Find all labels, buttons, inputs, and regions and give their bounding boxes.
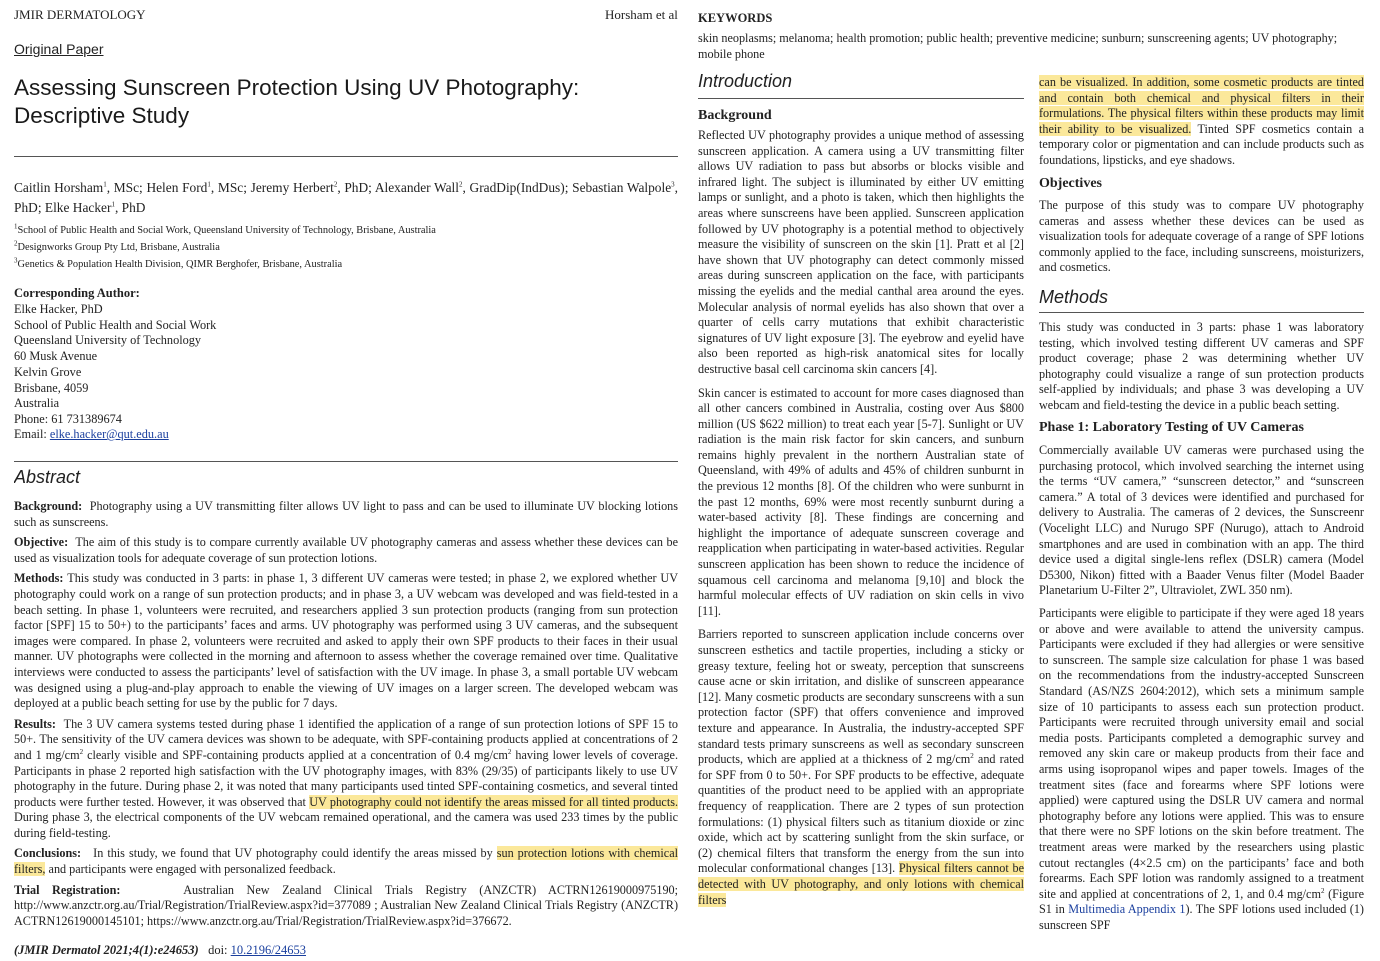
article-title: Assessing Sunscreen Protection Using UV Photography: Descriptive Study (14, 75, 580, 128)
conclusions-highlight: sun protection lotions with chemical filters, (14, 846, 678, 877)
background-text: Photography using a UV transmitting filter allows UV light to pass and can be used to illuminate UV blocking lotions such as sunscreens. (14, 499, 679, 529)
email-link[interactable]: elke.hacker@qut.edu.au (49, 427, 169, 441)
abstract-trial (14, 883, 678, 930)
methods-p2: Commercially available UV cameras were purchased using the purchasing protocol, which involved searching the internet using the terms “UV camera,” “sunscreen detector,” and “sunscreen camera.” A total of 3 devices were identified and purchased for delivery to Australia. The cameras of 2 devices, the Sunscreenr (Vocelight LLC) and Nurugo SPF (Nurugo), attach to Android smartphones and are used in combination with an app. The third device used a digital single-lens reflex (DSLR) camera (Model D5300, Nikon) fitted with a Baader Venus filter (Model Baader Planetarium U-Filter 2”, Ultraviolet, ZWL 350 nm). (1039, 443, 1364, 598)
journal-header: JMIR DERMATOLOGY (14, 7, 146, 22)
author-degree: , MSc; (210, 180, 251, 195)
methods-p3-c: ). The SPF lotions used included (1) sunscreen SPF (1039, 902, 1364, 932)
results-sup-1: 2 (79, 747, 84, 756)
abstract-methods (14, 571, 678, 711)
affiliations (14, 222, 678, 273)
running-authors: Horsham et al (605, 7, 678, 22)
affiliation-1 (14, 222, 678, 239)
author-name: Jeremy Herbert (250, 180, 334, 195)
methods-divider (1039, 312, 1364, 313)
article-type: Original Paper (14, 41, 104, 57)
address-line: Elke Hacker, PhD (14, 302, 103, 316)
results-text-a: The 3 UV camera systems tested during phase 1 identified the application of a range of sun protection lotions of SPF 15 to 50+. The sensitivity of the UV camera devices was shown to be adequate, with SPF-containing products applied at concentrations of 2 and 1 mg/cm (14, 716, 679, 762)
author-name: Sebastian Walpole (572, 180, 672, 195)
conclusions-text-a: In this study, we found that UV photography could identify the areas missed by (93, 846, 497, 861)
intro-heading: Introduction (698, 71, 793, 91)
intro-p4 (1039, 75, 1364, 169)
author-degree: , PhD; (337, 180, 375, 195)
author-affil-number: 2 (459, 180, 463, 189)
intro-p2: Skin cancer is estimated to account for more cases diagnosed than all other cancers combined in Australia, costing over Aus $800 million (US $622 million) to treat each year [5-7]. Sunlight or UV radiation is the main risk factor for skin cancers, and sunburn remains highly prevalent in the northern Australian state of Queensland, with 49% of adults and 45% of children sunburnt in the previous 12 months [8]. Of the children who were sunburnt in the past 12 months, 69% were most recently sunburnt during a water-based activity [8]. These findings are concerning and highlight the importance of adequate sunscreen coverage and reapplication when participating in water-based activities. Regular sunscreen application has been shown to reduce the incidence of squamous cell carcinoma and melanoma [9,10] and block the harmful molecular effects of UV radiation on skin cells in vivo [11]. (698, 385, 1024, 618)
objectives-heading: Objectives (1039, 176, 1102, 191)
abstract-heading: Abstract (14, 467, 81, 487)
citation-line (14, 943, 306, 958)
intro-p4-b: Tinted SPF cosmetics contain a temporary color or pigmentation and can include products such as foundations, lipsticks, and eye shadows. (1039, 121, 1364, 167)
author-affil-number: 1 (103, 180, 107, 189)
email-label: Email: (14, 427, 50, 441)
citation: (JMIR Dermatol 2021;4(1):e24653) (14, 943, 199, 957)
results-text-b: clearly visible and SPF-containing products applied at a concentration of 0.4 mg/cm (83, 747, 508, 762)
author-2 (251, 180, 375, 195)
keywords-text: skin neoplasms; melanoma; health promotion; public health; preventive medicine; sunburn; sunscreening agents; UV photography; mobile phone (698, 31, 1338, 61)
title-divider (14, 156, 678, 157)
intro-p3-b: and rated for SPF from 0 to 50+. For SPF products to be effective, adequate quantities of the product need to be applied with an appropriate frequency of reapplication. There are 2 types of sun protection formulations: (1) physical filters such as titanium dioxide or zinc oxide, which act by scattering sunlight from the skin surface, or (2) chemical filters that transform the energy from the sun into molecular conformational changes [13]. (698, 752, 1024, 876)
conclusions-label: Conclusions: (14, 846, 82, 861)
author-name: Helen Ford (146, 180, 208, 195)
intro-p3-a: Barriers reported to sunscreen application include concerns over sunscreen esthetics and tactile properties, including a sticky or greasy texture, feeling hot or sweaty, perception that sunscreens cause acne or skin irritation, and dislike of sunscreen appearance [12]. Many cosmetic products are secondary sunscreens with a sun protection factor (SPF) that offers convenience and improved texture and appearance. In Australia, the industry-accepted SPF standard tests primary sunscreens as well as secondary sunscreen products, which are applied at a thickness of 2 mg/cm (698, 627, 1024, 767)
affiliation-3 (14, 256, 678, 273)
phase1-heading: Phase 1: Laboratory Testing of UV Cameras (1039, 420, 1304, 435)
corresponding-label: Corresponding Author: (14, 286, 140, 300)
author-3 (375, 180, 572, 195)
trial-label: Trial Registration: (14, 882, 121, 897)
author-1 (146, 180, 250, 195)
address-line: Brisbane, 4059 (14, 380, 89, 395)
objectives-text: The purpose of this study was to compare UV photography cameras and assess whether these devices can be used as visualization tools for adequate coverage of a range of SPF lotions commonly applied to the face, including sunscreens, moisturizers, and cosmetics. (1039, 198, 1364, 275)
intro-p3-highlight: Physical filters cannot be detected with UV photography, and only lotions with chemical filters (698, 861, 1024, 907)
author-affil-number: 2 (333, 180, 338, 189)
address-line: Queensland University of Technology (14, 333, 202, 348)
intro-p3 (698, 627, 1024, 908)
intro-section (698, 71, 1024, 908)
background-heading: Background (698, 108, 772, 123)
corresponding-address (14, 302, 216, 428)
affiliation-number: 3 (14, 256, 18, 265)
methods-p3-b: (Figure S1 in (1039, 886, 1364, 917)
intro-p1: Reflected UV photography provides a unique method of assessing sunscreen application. A camera using a UV transmitting filter allows UV radiation to pass but absorbs or blocks visible and infrared light. The subject is illuminated by either UV emitting lamps or sunlight, and a photo is taken, which then highlights the areas where sunscreens have been applied. Sunscreen application followed by UV photography is a potential method to objectively measure the visibility of sunscreen on the skin [1]. Pratt et al [2] have shown that UV photography can detect commonly missed areas during sunscreen application on the face, with participants missing the eyelids and the medial canthal area around the eyes. Molecular analysis of normal eyelids has also shown that over a quarter of cells carry mutations that exhibit characteristic signatures of UV light exposure [3]. The eyebrow and eyelid have also been reported as high-risk anatomical sites for locally destructive basal cell carcinoma skin cancers [4]. (698, 128, 1024, 376)
right-column (1039, 0, 1364, 961)
abstract-body (14, 499, 678, 934)
results-sup-2: 2 (507, 747, 512, 756)
author-5 (45, 200, 146, 215)
address-line: School of Public Health and Social Work (14, 317, 217, 332)
intro-p4-highlight: can be visualized. In addition, some cosmetic products are tinted and contain both chemical and physical filters in their formulations. The physical filters within these products may limit their ability to be visualized. (1039, 75, 1364, 136)
methods-p1: This study was conducted in 3 parts: phase 1 was laboratory testing, which involved testing different UV cameras and SPF product coverage; phase 2 was determining whether UV photography could visualize a range of sun protection products self-applied by individuals; and phase 3 was developing a UV webcam and field-testing the device in a public beach setting. (1039, 320, 1364, 412)
abstract-objective (14, 535, 678, 566)
doi-link[interactable]: 10.2196/24653 (230, 943, 307, 957)
affiliation-text: Genetics & Population Health Division, QIMR Berghofer, Brisbane, Australia (17, 259, 343, 270)
results-highlight: UV photography could not identify the areas missed for all tinted products. (309, 794, 679, 809)
conclusions-text-b: and participants were engaged with personalized feedback. (45, 862, 336, 877)
author-affil-number: 3 (671, 180, 675, 189)
left-column (14, 0, 679, 961)
methods-text: This study was conducted in 3 parts: in phase 1, 3 different UV cameras were tested; in phase 2, we explored whether UV photography could work on a range of sun protection products; and in phase 3, a UV webcam was developed and was field-tested in a beach setting. In phase 1, volunteers were recruited, and researchers applied 3 sun protection products (ranging from sun protection factor [SPF] 15 to 50+) to the participants’ faces and arms. UV photography was performed using 3 UV cameras, and the subsequent images were compared. In phase 2, volunteers were recruited and asked to apply their own SPF products to their faces in their usual manner. UV photographs were collected in the morning and afternoon to assess whether the coverage remained over time. Qualitative interviews were conducted to assess the participants’ level of satisfaction with the UV image. In phase 3, a small portable UV webcam was designed using a plug-and-play approach to enable the viewing of UV images on a larger screen. The developed webcam was deployed at a public beach setting for use by the public for 7 days. (14, 571, 678, 711)
address-line: Phone: 61 731389674 (14, 411, 122, 426)
methods-label: Methods: (14, 571, 64, 586)
author-affil-number: 1 (111, 200, 115, 209)
author-name: Caitlin Horsham (14, 180, 104, 195)
results-text-d: During phase 3, the electrical components of the UV webcam remained operational, and the camera was used 233 times by the public during field-testing. (14, 810, 678, 840)
methods-p3-a: Participants were eligible to participate if they were aged 18 years or above and were available to attend the university campus. Participants were excluded if they had allergies or were sensitive to sunscreen. The sample size calculation for phase 1 was based on the recommendations from the industry-accepted Sunscreen Standard (AS/NZS 2604:2012), which sets a minimum sample size of 10 participants to assess each sun protection product. Participants were recruited through university email and social media posts. Participants completed a demographic survey and removed any skin care or makeup products from their face and arms using isopropanol wipes and paper towels. Images of the treatment sites (face and forearms where SPF lotions were applied) were captured using the DSLR UV camera and normal photography before any lotions were applied. This was to ensure that there were no SPF lotions on the skin before treatment. The treatment areas were marked by the researchers using plastic cutout rectangles (4×2.5 cm) on the participants’ face and both forearms. Each SPF lotion was randomly assigned to a treatment site and applied at concentrations of 2, 1, and 0.4 mg/cm (1039, 606, 1364, 901)
keywords-heading: KEYWORDS (698, 11, 773, 25)
affiliation-text: Designworks Group Pty Ltd, Brisbane, Australia (17, 242, 220, 253)
objective-text: The aim of this study is to compare currently available UV photography cameras and assess whether these devices can be used as visualization tools for adequate coverage of sun protection lotions. (14, 535, 679, 565)
address-line: Kelvin Grove (14, 364, 82, 379)
methods-heading: Methods (1039, 287, 1109, 307)
email-line (14, 427, 169, 442)
abstract-results (14, 717, 678, 842)
affiliation-text: School of Public Health and Social Work, Queensland University of Technology, Brisbane, Australia (17, 225, 436, 236)
affiliation-number: 1 (14, 222, 18, 231)
methods-p3-sup: 2 (1320, 886, 1325, 895)
objective-label: Objective: (14, 535, 69, 550)
affiliation-number: 2 (14, 239, 18, 248)
abstract-background (14, 499, 678, 530)
trial-text: Australian New Zealand Clinical Trials Registry (ANZCTR) ACTRN12619000975190; http://www.anzctr.org.au/Trial/Registration/TrialReview.aspx?id=377089 ; Australian New Zealand Clinical Trials Registry (ANZCTR) ACTRN12619000145101; https://www.anzctr.org.au/Trial/Registration/TrialReview.aspx?id=376672. (14, 882, 679, 928)
author-degree: , MSc; (106, 180, 147, 195)
author-degree: , GradDip(IndDus); (462, 180, 573, 195)
affiliation-2 (14, 239, 678, 256)
methods-p3 (1039, 606, 1364, 933)
author-affil-number: 1 (207, 180, 211, 189)
author-list (14, 178, 678, 218)
background-label: Background: (14, 499, 83, 513)
author-name: Alexander Wall (374, 180, 459, 195)
appendix-link[interactable]: Multimedia Appendix 1 (1068, 902, 1186, 917)
results-text-c: having lower levels of coverage. Participants in phase 2 reported high satisfaction with the UV photography images, with 83% (29/35) of participants likely to use UV photography in the future. During phase 2, it was noted that many participants used tinted SPF-containing cosmetics, and several tinted products were further tested. However, it was observed that (14, 747, 679, 809)
intro-divider (698, 98, 1024, 99)
abstract-conclusions (14, 846, 678, 877)
author-0 (14, 180, 146, 195)
abstract-divider (14, 461, 678, 462)
author-degree: , PhD; (14, 180, 679, 215)
doi-label: doi: (208, 943, 231, 957)
author-degree: , PhD (114, 200, 146, 215)
intro-p3-sup: 2 (970, 752, 974, 761)
author-name: Elke Hacker (44, 200, 112, 215)
address-line: 60 Musk Avenue (14, 349, 98, 364)
results-label: Results: (14, 716, 56, 731)
address-line: Australia (14, 396, 60, 411)
